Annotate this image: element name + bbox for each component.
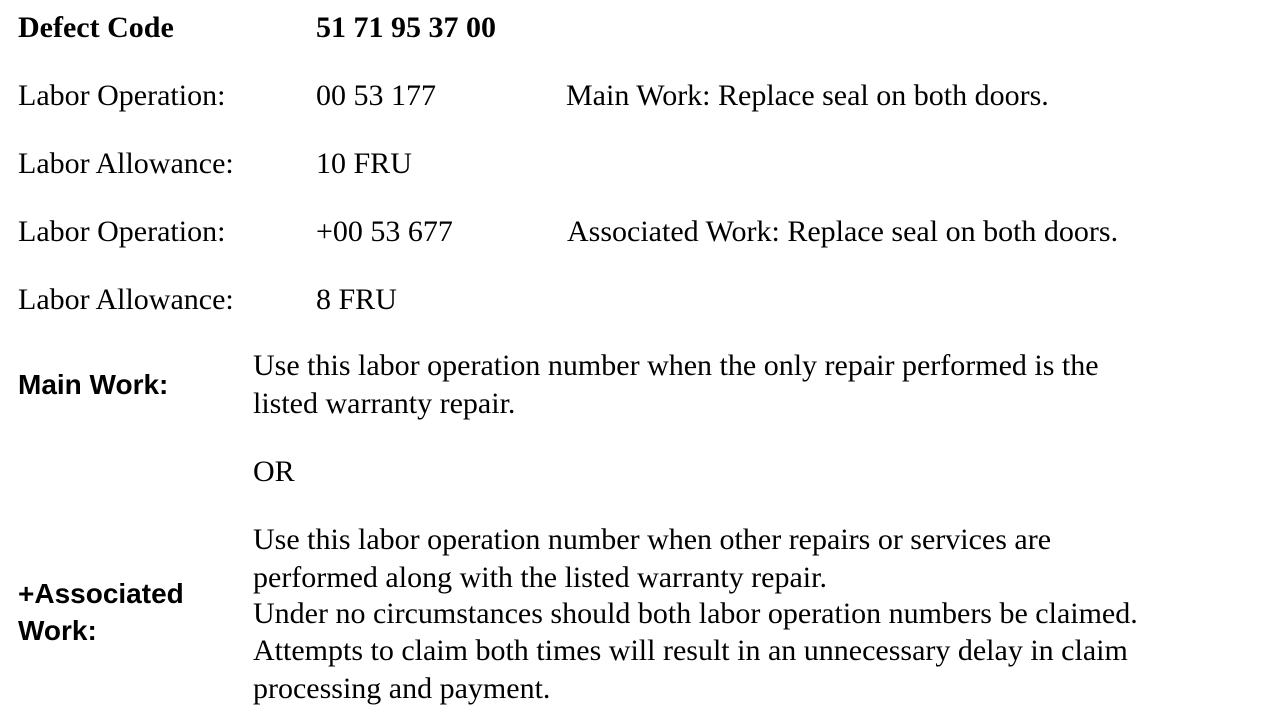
associated-work-text-line-5: processing and payment. [253,672,551,705]
or-separator: OR [253,455,295,488]
defect-code-label: Defect Code [18,11,174,44]
associated-work-text-line-2: performed along with the listed warranty repair. [253,561,827,594]
main-labor-operation-description: Main Work: Replace seal on both doors. [566,79,1049,112]
associated-labor-allowance-value: 8 FRU [316,283,397,316]
main-work-heading: Main Work: [18,369,169,400]
main-labor-allowance-label: Labor Allowance: [18,147,234,180]
main-labor-operation-number: 00 53 177 [316,79,436,112]
associated-labor-operation-description: Associated Work: Replace seal on both doors. [567,215,1119,248]
associated-work-text-line-3: Under no circumstances should both labor operation numbers be claimed. [253,597,1138,630]
associated-labor-operation-number: +00 53 677 [316,215,453,248]
defect-code-value: 51 71 95 37 00 [316,11,496,44]
main-work-text-line-2: listed warranty repair. [253,387,516,420]
main-labor-operation-label: Labor Operation: [18,79,226,112]
main-work-text-line-1: Use this labor operation number when the only repair performed is the [253,349,1099,382]
main-labor-allowance-value: 10 FRU [316,147,412,180]
associated-work-text-line-4: Attempts to claim both times will result in an unnecessary delay in claim [253,634,1128,667]
associated-labor-allowance-label: Labor Allowance: [18,283,234,316]
associated-work-heading-line-2: Work: [18,615,97,646]
associated-labor-operation-label: Labor Operation: [18,215,226,248]
associated-work-heading-line-1: +Associated [18,578,184,609]
associated-work-text-line-1: Use this labor operation number when other repairs or services are [253,523,1052,556]
